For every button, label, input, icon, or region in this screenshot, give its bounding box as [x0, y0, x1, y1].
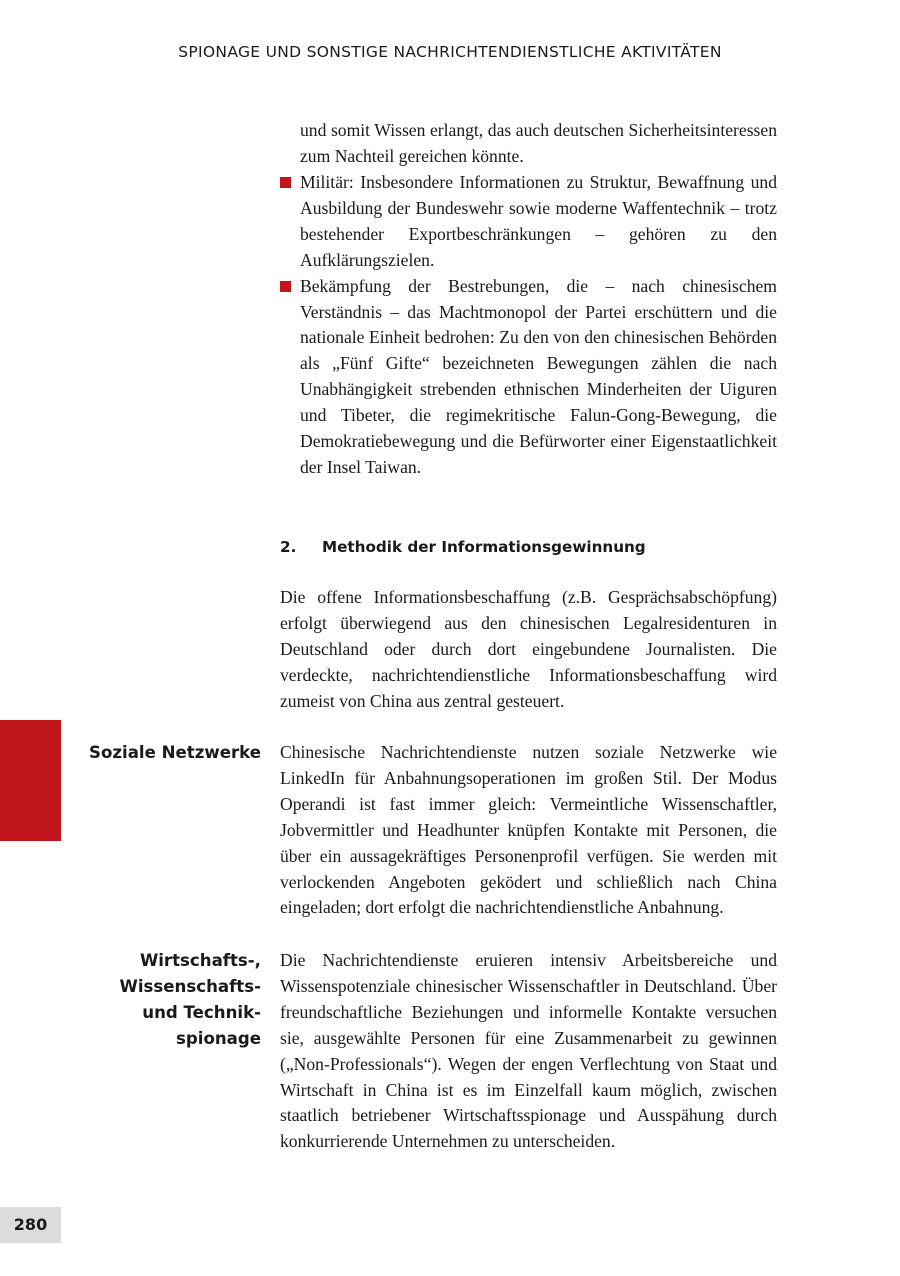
page-number: 280: [0, 1207, 61, 1243]
bullet-item-military: [280, 170, 777, 274]
economic-espionage-paragraph: Die Nachrichtendienste eruieren intensiv Arbeitsbereiche und Wissenspotenziale chinesischer Wissenschaftler in Deutschland. Über freundschaftliche Beziehungen und informelle Kontakte versuchen sie, ausgewählte Personen für eine Zusammenarbeit zu gewinnen („Non-Professionals“). Wegen der engen Verflechtung von Staat und Wirtschaft in China ist es im Einzelfall kaum möglich, zwischen staatlich betriebener Wirtschaftsspionage und Ausspähung durch konkurrierende Unternehmen zu unterscheiden.: [280, 950, 777, 1152]
margin-heading-social-networks: Soziale Netzwerke: [89, 743, 261, 762]
margin-heading-line: und Technik-: [142, 1002, 261, 1022]
margin-heading-line: Wirtschafts-,: [139, 951, 261, 970]
section-title: Methodik der Informationsgewinnung: [322, 538, 646, 556]
social-networks-paragraph: Chinesische Nachrichtendienste nutzen soziale Netzwerke wie LinkedIn für Anbahnungsoperationen im großen Stil. Der Modus Operandi ist fast immer gleich: Vermeintliche Wissenschaftler, Jobvermittler und Headhunter knüpfen Kontakte mit Personen, die über ein aussagekräftiges Personenprofil verfügen. Sie werden mit verlockenden Angeboten geködert und schließlich nach China eingeladen; dort erfolgt die nachrichtendienstliche Anbahnung.: [280, 742, 777, 918]
red-square-bullet-icon: [280, 177, 291, 188]
chapter-marker-tab: [0, 720, 61, 841]
continuation-paragraph: und somit Wissen erlangt, das auch deutschen Sicherheitsinteressen zum Nachteil gereichen könnte.: [300, 120, 777, 166]
margin-heading-economic-espionage: [61, 948, 261, 1052]
margin-heading-line: spionage: [176, 1028, 261, 1048]
section-intro-paragraph: Die offene Informationsbeschaffung (z.B. Gesprächsabschöpfung) erfolgt überwiegend aus den chinesischen Legalresidenturen in Deutschland oder durch dort eingebundene Journalisten. Die verdeckte, nachrichtendienstliche Informationsbeschaffung wird zumeist von China aus zentral gesteuert.: [280, 587, 777, 711]
section-heading: [280, 536, 777, 558]
bullet-text: Militär: Insbesondere Informationen zu Struktur, Bewaffnung und Ausbildung der Bundeswehr sowie moderne Waffentechnik – trotz bestehender Exportbeschränkungen – gehören zu den Aufklärungszielen.: [300, 172, 777, 270]
margin-heading-line: Wissenschafts-: [119, 976, 261, 996]
section-number: 2.: [280, 538, 297, 556]
red-square-bullet-icon: [280, 281, 291, 292]
bullet-item-five-poisons: [280, 274, 777, 481]
bullet-text: Bekämpfung der Bestrebungen, die – nach chinesischem Verständnis – das Machtmonopol der Partei erschüttern und die nationale Einheit bedrohen: Zu den von den chinesischen Behörden als „Fünf Gifte“ bezeichneten Bewegungen zählen die nach Unabhängigkeit strebenden ethnischen Minderheiten der Uiguren und Tibeter, die regimekritische Falun-Gong-Bewegung, die Demokratiebewegung und die Befürworter einer Eigenstaatlichkeit der Insel Taiwan.: [300, 275, 777, 477]
running-header: SPIONAGE UND SONSTIGE NACHRICHTENDIENSTLICHE AKTIVITÄTEN: [178, 43, 722, 61]
bullet-list: [280, 170, 777, 481]
